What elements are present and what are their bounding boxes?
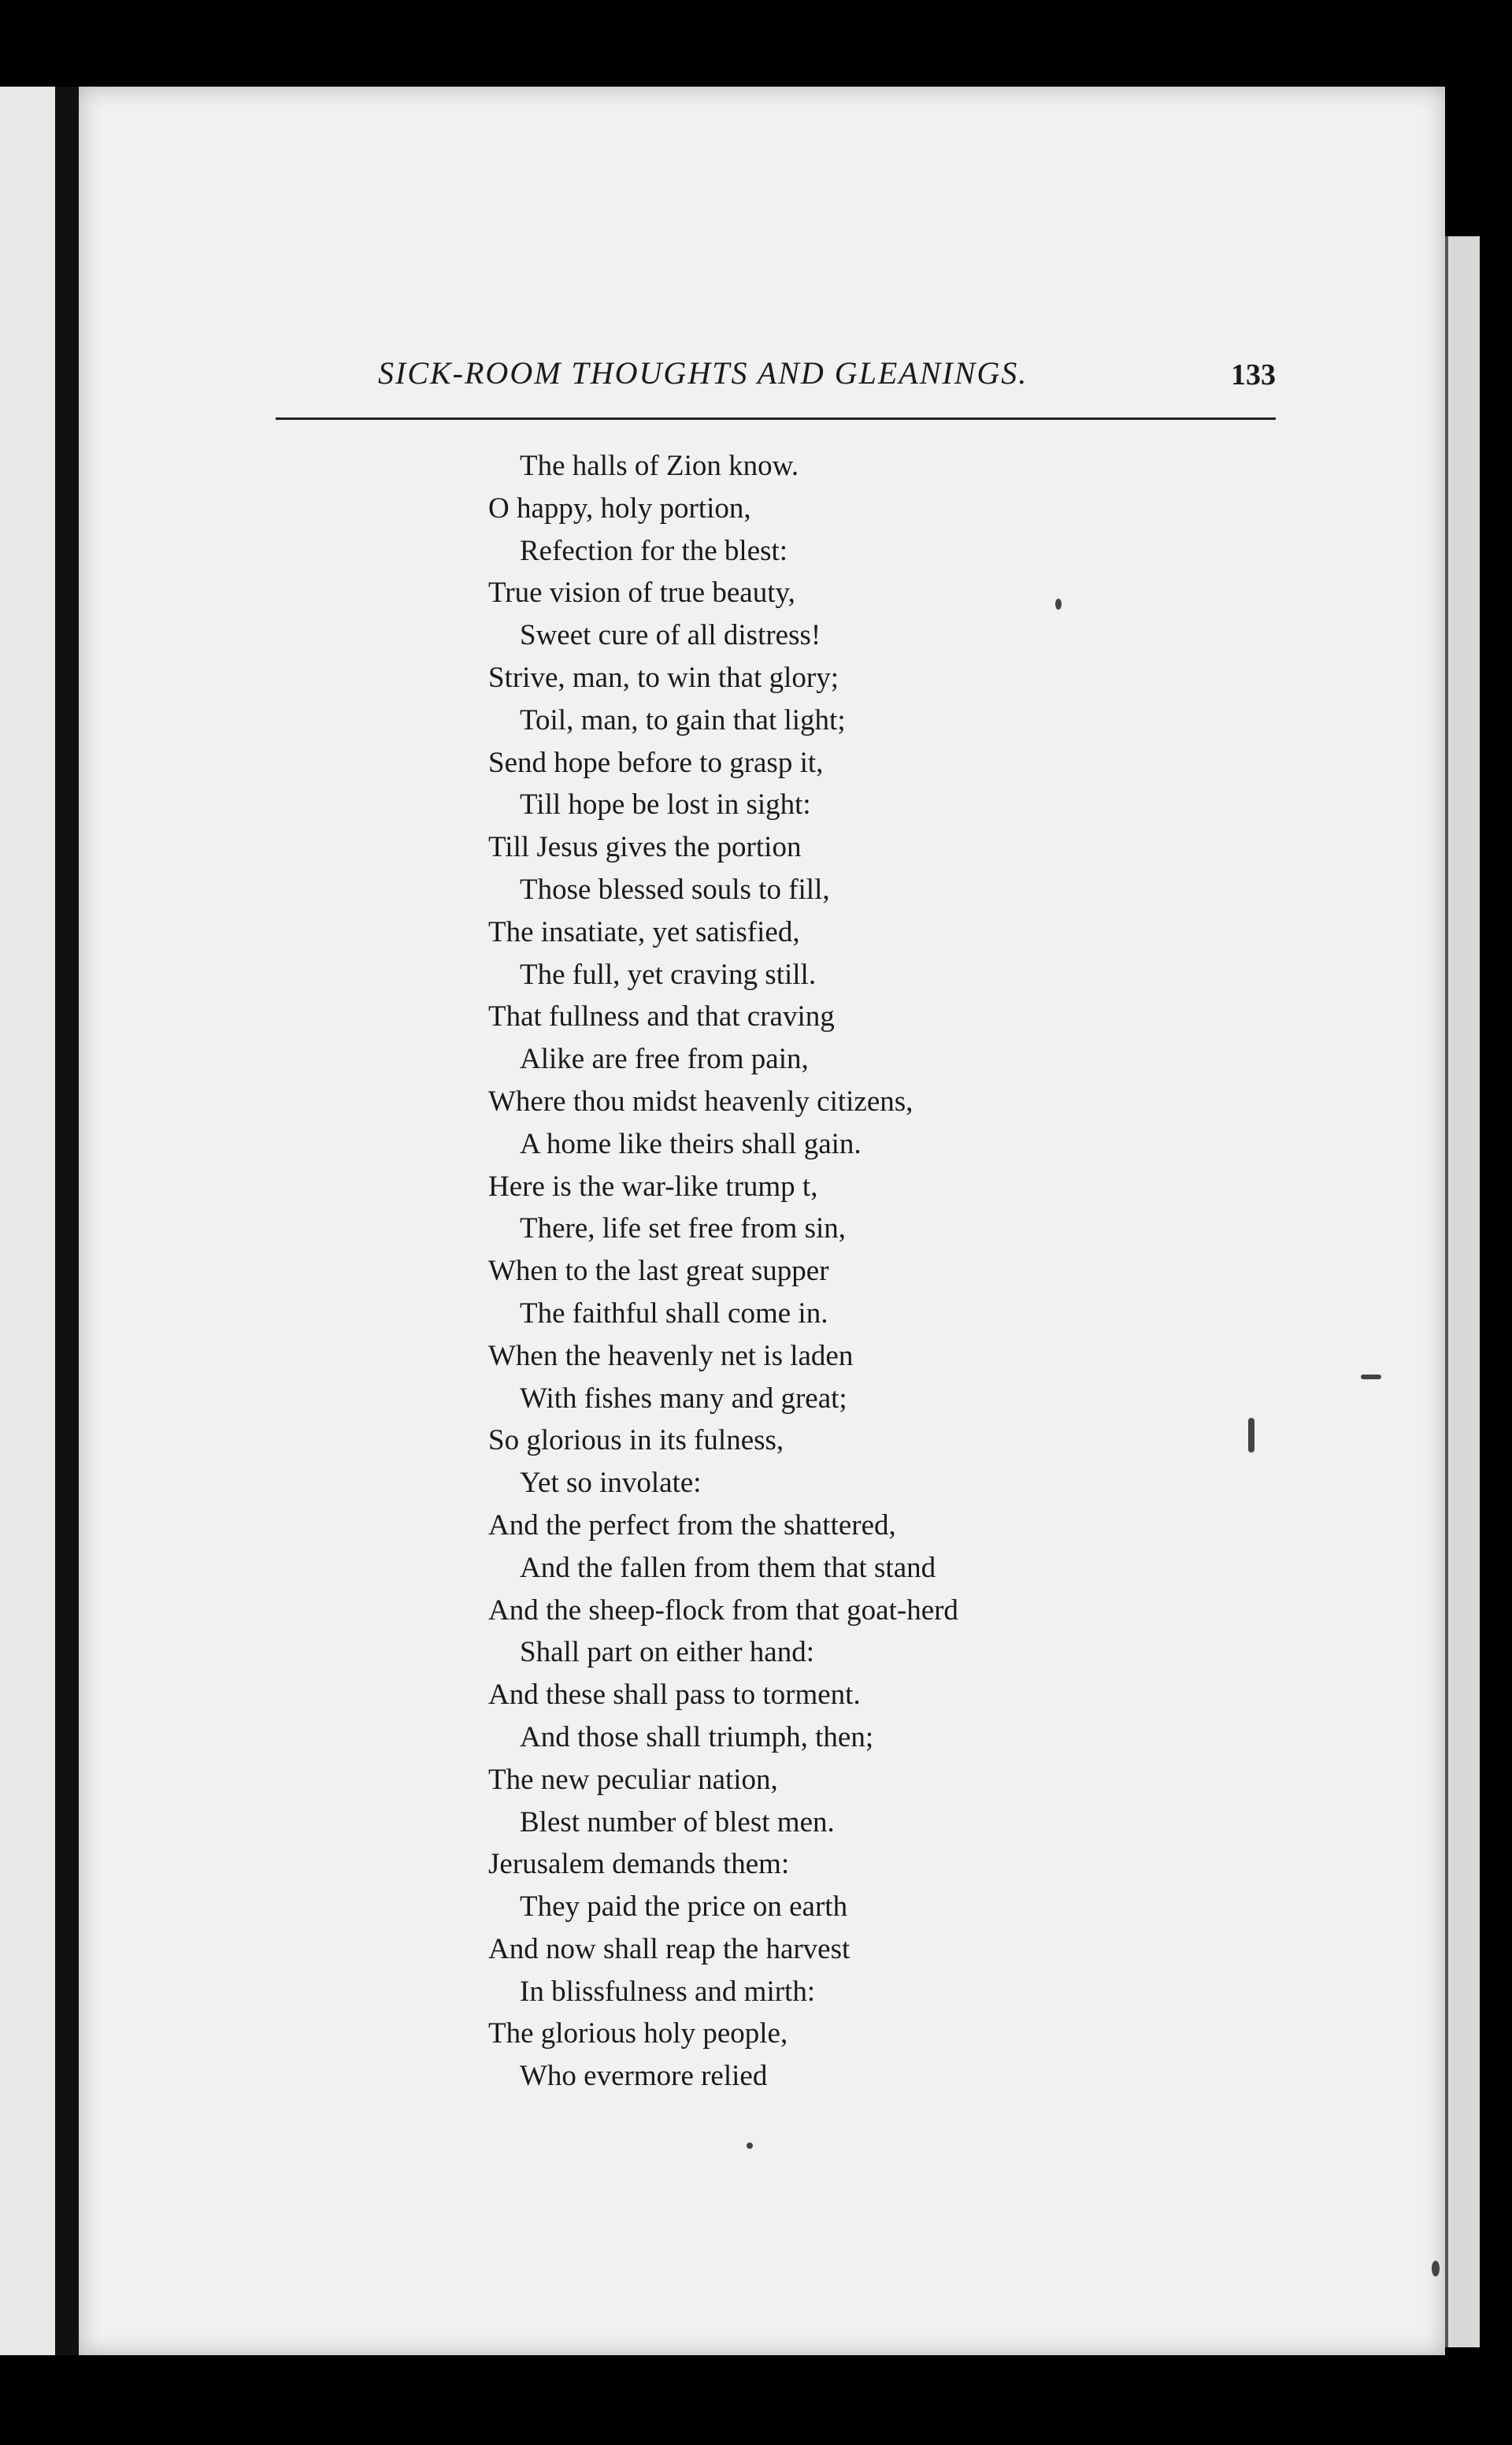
- poem-line: That fullness and that craving: [488, 1000, 835, 1033]
- print-speck: [1055, 599, 1062, 610]
- poem-line: The full, yet craving still.: [520, 958, 817, 991]
- poem-line: Alike are free from pain,: [520, 1043, 809, 1076]
- poem-line: There, life set free from sin,: [520, 1212, 847, 1245]
- print-speck: [1248, 1418, 1254, 1453]
- header-rule: [276, 417, 1276, 420]
- poem-line: Where thou midst heavenly citizens,: [488, 1085, 914, 1118]
- poem-line: And now shall reap the harvest: [488, 1932, 850, 1965]
- running-header: [378, 354, 1276, 410]
- poem-line: The new peculiar nation,: [488, 1763, 778, 1796]
- poem-line: Refection for the blest:: [520, 534, 788, 567]
- page-number: 133: [1231, 358, 1276, 391]
- poem-line: True vision of true beauty,: [488, 577, 795, 610]
- poem-line: They paid the price on earth: [520, 1890, 848, 1924]
- facing-page-edge: [0, 87, 55, 2355]
- poem-line: Jerusalem demands them:: [488, 1848, 790, 1881]
- poem-line: Here is the war-like trump t,: [488, 1170, 818, 1203]
- poem-line: Strive, man, to win that glory;: [488, 661, 839, 694]
- poem-line: The halls of Zion know.: [520, 450, 799, 482]
- poem-line: And the sheep-flock from that goat-herd: [488, 1594, 958, 1627]
- running-title: SICK-ROOM THOUGHTS AND GLEANINGS.: [378, 355, 1028, 391]
- page-stack-edge: [1445, 236, 1480, 2347]
- poem-line: Those blessed souls to fill,: [520, 873, 830, 906]
- poem-line: Send hope before to grasp it,: [488, 746, 824, 779]
- poem-line: Sweet cure of all distress!: [520, 619, 821, 652]
- print-speck: [747, 2143, 753, 2149]
- poem-line: So glorious in its fulness,: [488, 1424, 784, 1457]
- print-speck: [1361, 1375, 1381, 1379]
- print-speck: [1432, 2261, 1440, 2276]
- poem-line: And these shall pass to torment.: [488, 1679, 861, 1712]
- poem-line: In blissfulness and mirth:: [520, 1975, 816, 2008]
- poem-line: O happy, holy portion,: [488, 492, 751, 525]
- poem-text: [488, 445, 1197, 2098]
- poem-line: The glorious holy people,: [488, 2017, 788, 2050]
- poem-line: Shall part on either hand:: [520, 1636, 815, 1669]
- poem-line: And the perfect from the shattered,: [488, 1508, 896, 1542]
- poem-line: Till hope be lost in sight:: [520, 788, 811, 822]
- poem-line: Till Jesus gives the portion: [488, 831, 802, 864]
- poem-line: And those shall triumph, then;: [520, 1720, 874, 1753]
- poem-line: When to the last great supper: [488, 1255, 829, 1288]
- poem-line: The insatiate, yet satisfied,: [488, 915, 800, 948]
- poem-line: Yet so involate:: [520, 1467, 702, 1500]
- poem-line: And the fallen from them that stand: [520, 1551, 936, 1584]
- poem-line: Who evermore relied: [520, 2060, 768, 2093]
- poem-line: Toil, man, to gain that light;: [520, 703, 846, 736]
- poem-line: A home like theirs shall gain.: [520, 1127, 862, 1160]
- poem-line: With fishes many and great;: [520, 1382, 847, 1415]
- poem-line: The faithful shall come in.: [520, 1297, 828, 1330]
- book-gutter: [55, 87, 79, 2355]
- poem-line: Blest number of blest men.: [520, 1805, 835, 1838]
- poem-line: When the heavenly net is laden: [488, 1339, 854, 1372]
